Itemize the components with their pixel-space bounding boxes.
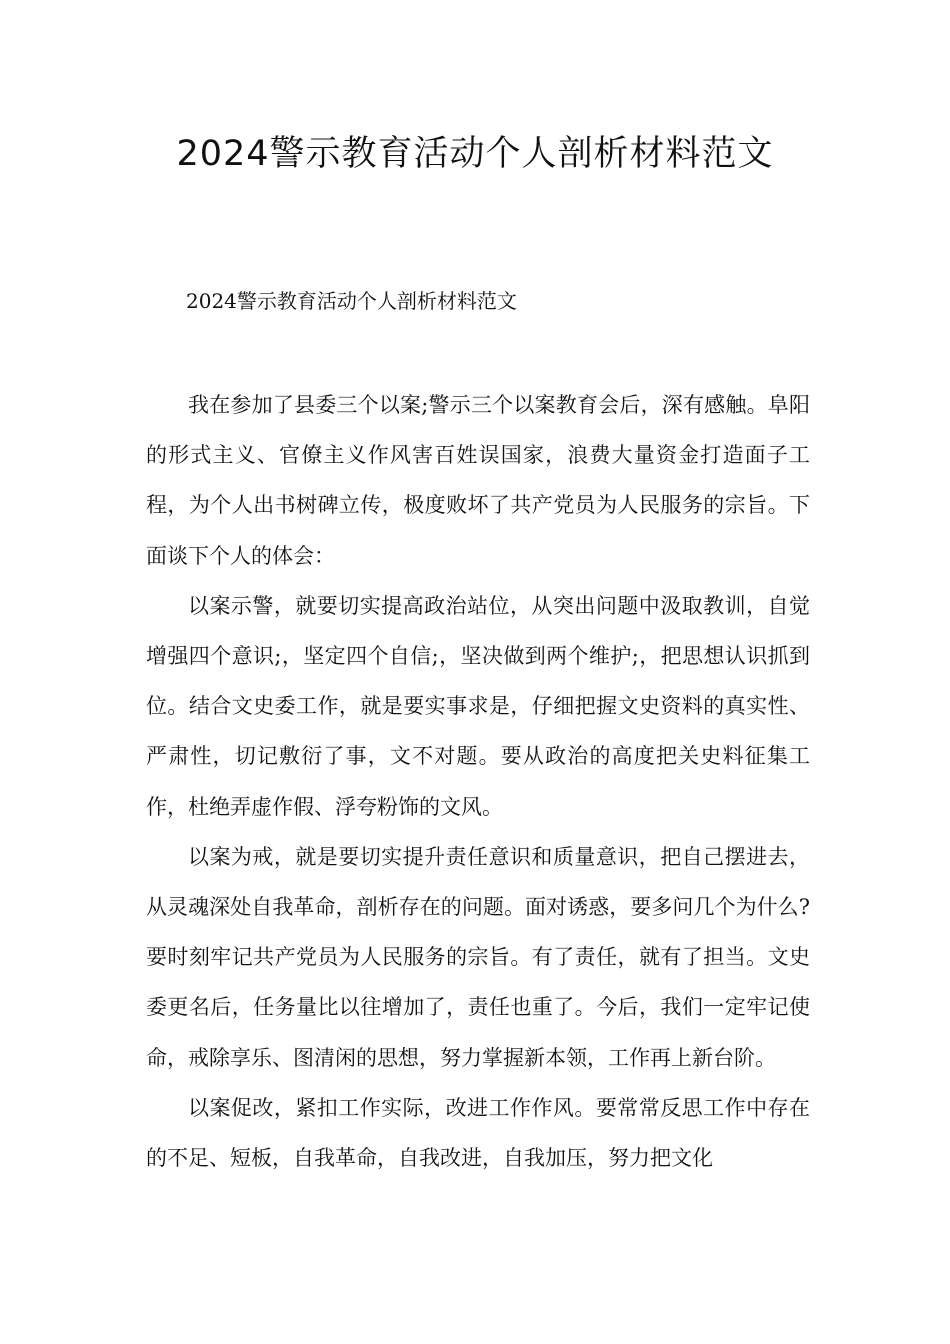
body-paragraph: 以案促改，紧扣工作实际，改进工作作风。要常常反思工作中存在的不足、短板，自我革命，自我改进，自我加压，努力把文化 xyxy=(146,1095,810,1171)
body-paragraph: 我在参加了县委三个以案;警示三个以案教育会后，深有感触。阜阳的形式主义、官僚主义作风害百姓误国家，浪费大量资金打造面子工程，为个人出书树碑立传，极度败坏了共产党员为人民服务的宗旨。下面谈下个人的体会： xyxy=(146,393,810,568)
document-title: 2024警示教育活动个人剖析材料范文 xyxy=(176,134,774,174)
body-paragraph: 以案示警，就要切实提高政治站位，从突出问题中汲取教训，自觉增强四个意识;，坚定四个自信;，坚决做到两个维护;，把思想认识抓到位。结合文史委工作，就是要实事求是，仔细把握文史资料的真实性、严肃性，切记敷衍了事，文不对题。要从政治的高度把关史料征集工作，杜绝弄虚作假、浮夸粉饰的文风。 xyxy=(146,593,810,819)
body-paragraph: 以案为戒，就是要切实提升责任意识和质量意识，把自己摆进去，从灵魂深处自我革命，剖析存在的问题。面对诱惑，要多问几个为什么?要时刻牢记共产党员为人民服务的宗旨。有了责任，就有了担当。文史委更名后，任务量比以往增加了，责任也重了。今后，我们一定牢记使命，戒除享乐、图清闲的思想，努力掌握新本领，工作再上新台阶。 xyxy=(146,844,810,1070)
document-subtitle: 2024警示教育活动个人剖析材料范文 xyxy=(186,289,517,313)
document-body xyxy=(146,380,810,1183)
